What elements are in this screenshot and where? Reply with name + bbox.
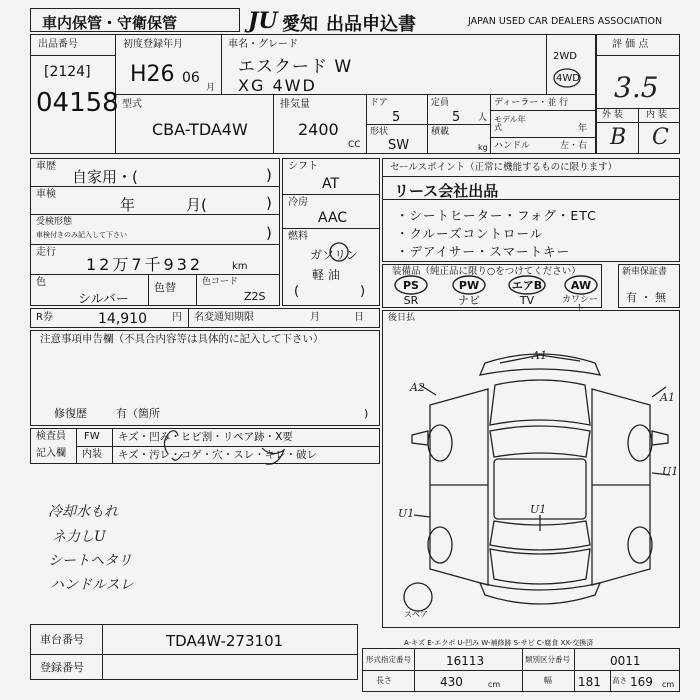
mileage-value: 12万7千932 bbox=[86, 255, 204, 274]
width-value: 181 bbox=[578, 675, 601, 689]
load-unit: kg bbox=[478, 143, 488, 152]
receipt-label: 受検形態 bbox=[36, 217, 73, 227]
inspector-fw-items: キズ・凹み・ヒビ割・リペア跡・X要 bbox=[118, 431, 293, 443]
capacity-value: 5 bbox=[452, 110, 461, 125]
color-change-label: 色替 bbox=[154, 281, 176, 294]
receipt-note: 車検付きのみ記入して下さい bbox=[36, 231, 127, 239]
length-unit: cm bbox=[488, 680, 501, 689]
drive-4wd: 4WD bbox=[556, 73, 580, 84]
inspection-month-unit: 月( bbox=[186, 196, 207, 214]
color-value: シルバー bbox=[78, 292, 129, 307]
fuel-gas: ガソリン bbox=[310, 248, 359, 262]
history-label: 車歴 bbox=[36, 161, 56, 172]
damage-mark-a1-right: A1 bbox=[660, 391, 675, 404]
width-label: 幅 bbox=[544, 676, 552, 685]
mileage-unit: km bbox=[232, 261, 248, 272]
inspector-interior-items: キズ・汚レ・コゲ・穴・スレ・キレ・破レ bbox=[118, 449, 318, 461]
grade-label: 評 価 点 bbox=[612, 39, 649, 50]
color-label: 色 bbox=[36, 277, 46, 288]
handwritten-note-1: 冷却水もれ bbox=[48, 504, 118, 520]
name-change-day: 日 bbox=[354, 312, 364, 323]
shape-value: SW bbox=[388, 138, 410, 153]
vehicle-name-label: 車名・グレード bbox=[228, 39, 298, 50]
warranty-label: 新車保証書 bbox=[622, 267, 668, 277]
model-year-label: モデル年式 bbox=[494, 115, 526, 132]
inspector-interior-label: 内装 bbox=[82, 449, 102, 460]
notes-label: 注意事項申告欄（不具合内容等は具体的に記入して下さい） bbox=[40, 333, 324, 345]
association-name: JAPAN USED CAR DEALERS ASSOCIATION bbox=[468, 16, 663, 27]
shift-label: シフト bbox=[288, 161, 318, 172]
shape-label: 形状 bbox=[370, 127, 389, 137]
model-value: CBA-TDA4W bbox=[152, 120, 248, 139]
handwritten-note-3: シートヘタリ bbox=[48, 553, 132, 569]
lot-sub-number: [2124] bbox=[44, 64, 91, 80]
equip-aw: AW bbox=[570, 279, 592, 292]
height-label: 高さ bbox=[612, 676, 627, 685]
model-year-unit: 年 bbox=[578, 124, 588, 134]
repair-label: 修復歴 bbox=[54, 407, 87, 420]
capacity-label: 定員 bbox=[431, 98, 450, 108]
damage-mark-a2-left: A2 bbox=[410, 381, 425, 394]
recycle-amount: 14,910 bbox=[98, 311, 147, 327]
spare-label: スペア bbox=[404, 610, 428, 619]
handle-label: ハンドル bbox=[494, 141, 531, 151]
storage-label: 車内保管・守衛保管 bbox=[42, 14, 178, 32]
equip-pw: PW bbox=[458, 279, 480, 292]
selling-points-label: セールスポイント（正常に機能するものに限ります） bbox=[390, 162, 618, 173]
equipment-label: 装備品（純正品に限り○をつけてください） bbox=[392, 266, 581, 277]
reg-number-label: 登録番号 bbox=[40, 661, 84, 674]
after-label: 後日払 bbox=[388, 313, 416, 323]
drive-4wd-circle bbox=[552, 67, 582, 89]
height-unit: cm bbox=[662, 680, 675, 689]
height-value: 169 bbox=[630, 675, 653, 689]
model-label: 型式 bbox=[122, 99, 142, 110]
drive-2wd: 2WD bbox=[553, 51, 577, 62]
mileage-label: 走行 bbox=[36, 247, 56, 258]
equip-leather: カワシート bbox=[561, 295, 598, 314]
org-name: 愛知 bbox=[282, 14, 318, 35]
warranty-value: 有 ・ 無 bbox=[626, 291, 666, 304]
class-value: 0011 bbox=[610, 654, 641, 668]
recycle-label: R券 bbox=[36, 312, 53, 323]
selling-item-3: ・デアイサー・スマートキー bbox=[396, 244, 571, 259]
damage-mark-u1-left: U1 bbox=[398, 507, 415, 520]
name-change-label: 名変通知期限 bbox=[194, 312, 254, 323]
chassis-value: TDA4W-273101 bbox=[166, 632, 284, 650]
chassis-label: 車台番号 bbox=[40, 633, 84, 646]
inspector-label-1: 検査員 bbox=[36, 431, 66, 442]
handwritten-note-2: ネ力しU bbox=[52, 529, 106, 545]
inspector-label-2: 記入欄 bbox=[36, 448, 66, 459]
repair-value: 有（箇所 bbox=[116, 407, 160, 420]
equip-airbag: エアB bbox=[511, 279, 543, 292]
inspection-year-unit: 年 bbox=[120, 196, 136, 214]
displacement-unit: CC bbox=[348, 140, 361, 150]
form-spec-value: 16113 bbox=[446, 654, 485, 668]
fuel-gas-circle bbox=[328, 241, 350, 263]
lot-label: 出品番号 bbox=[38, 39, 78, 50]
length-label: 長さ bbox=[376, 676, 392, 685]
history-close: ) bbox=[266, 166, 272, 184]
interior-label: 内 装 bbox=[646, 110, 667, 120]
equip-ps: PS bbox=[403, 279, 419, 292]
registration-month-unit: 月 bbox=[206, 83, 216, 93]
damage-mark-u1-roof: U1 bbox=[530, 503, 547, 516]
repair-close: ) bbox=[364, 407, 369, 420]
displacement-value: 2400 bbox=[298, 120, 339, 139]
displacement-label: 排気量 bbox=[280, 99, 310, 110]
equip-navi: ナビ bbox=[458, 294, 480, 307]
inspection-label: 車検 bbox=[36, 189, 56, 200]
shift-value: AT bbox=[322, 176, 340, 192]
inspection-close: ) bbox=[266, 194, 272, 212]
registration-label: 初度登録年月 bbox=[123, 39, 183, 50]
length-value: 430 bbox=[440, 675, 463, 689]
equip-tv: TV bbox=[519, 294, 535, 307]
color-code: Z2S bbox=[244, 290, 266, 303]
interior-grade: C bbox=[652, 125, 669, 150]
exterior-label: 外 装 bbox=[602, 110, 623, 120]
selling-item-2: ・クルーズコントロール bbox=[396, 226, 544, 241]
fuel-light-oil: 軽 油 bbox=[312, 268, 340, 282]
registration-month: 06 bbox=[182, 70, 200, 86]
name-change-month: 月 bbox=[310, 312, 320, 323]
load-label: 積載 bbox=[431, 127, 450, 137]
color-code-label: 色コード bbox=[202, 277, 239, 287]
dealer-label: ディーラー・並 行 bbox=[494, 98, 569, 108]
inspector-marks bbox=[150, 424, 300, 470]
damage-mark-u1-right: U1 bbox=[662, 465, 679, 478]
vehicle-name: エスクード W bbox=[238, 57, 353, 77]
selling-headline: リース会社出品 bbox=[394, 182, 499, 200]
equipment-circles bbox=[390, 274, 602, 296]
exterior-grade: B bbox=[610, 125, 627, 150]
car-damage-diagram bbox=[390, 345, 680, 630]
doors-value: 5 bbox=[392, 110, 401, 125]
selling-item-1: ・シートヒーター・フォグ・ETC bbox=[396, 208, 597, 223]
fuel-close-paren: ) bbox=[360, 284, 366, 299]
fuel-label: 燃料 bbox=[288, 231, 308, 242]
capacity-unit: 人 bbox=[478, 113, 488, 123]
damage-legend: A-キズ E-エクボ U-凹み W-補修跡 S-サビ C-腐食 XX-交換済 bbox=[404, 639, 594, 647]
equip-sr: SR bbox=[403, 294, 419, 307]
ac-value: AAC bbox=[318, 210, 348, 226]
class-label: 類別区分番号 bbox=[525, 655, 570, 664]
vehicle-grade: XG 4WD bbox=[238, 76, 317, 95]
doors-label: ドア bbox=[370, 98, 388, 108]
handle-options: 左・右 bbox=[560, 141, 588, 151]
handwritten-note-4: ハンドルスレ bbox=[50, 577, 134, 593]
form-spec-label: 形式指定番号 bbox=[366, 655, 411, 664]
form-title: 出品申込書 bbox=[326, 14, 416, 35]
ju-logo: JU bbox=[248, 8, 278, 34]
registration-era-year: H26 bbox=[130, 62, 175, 87]
lot-number: 04158 bbox=[36, 88, 119, 118]
receipt-close: ) bbox=[266, 224, 272, 242]
history-value: 自家用・( bbox=[72, 168, 138, 186]
ac-label: 冷房 bbox=[288, 197, 308, 208]
damage-mark-a1-front: A1 bbox=[532, 349, 547, 362]
inspector-fw-label: FW bbox=[84, 431, 100, 442]
grade-score: 3.5 bbox=[614, 71, 659, 104]
recycle-unit: 円 bbox=[172, 312, 182, 323]
fuel-open-paren: ( bbox=[294, 284, 300, 299]
